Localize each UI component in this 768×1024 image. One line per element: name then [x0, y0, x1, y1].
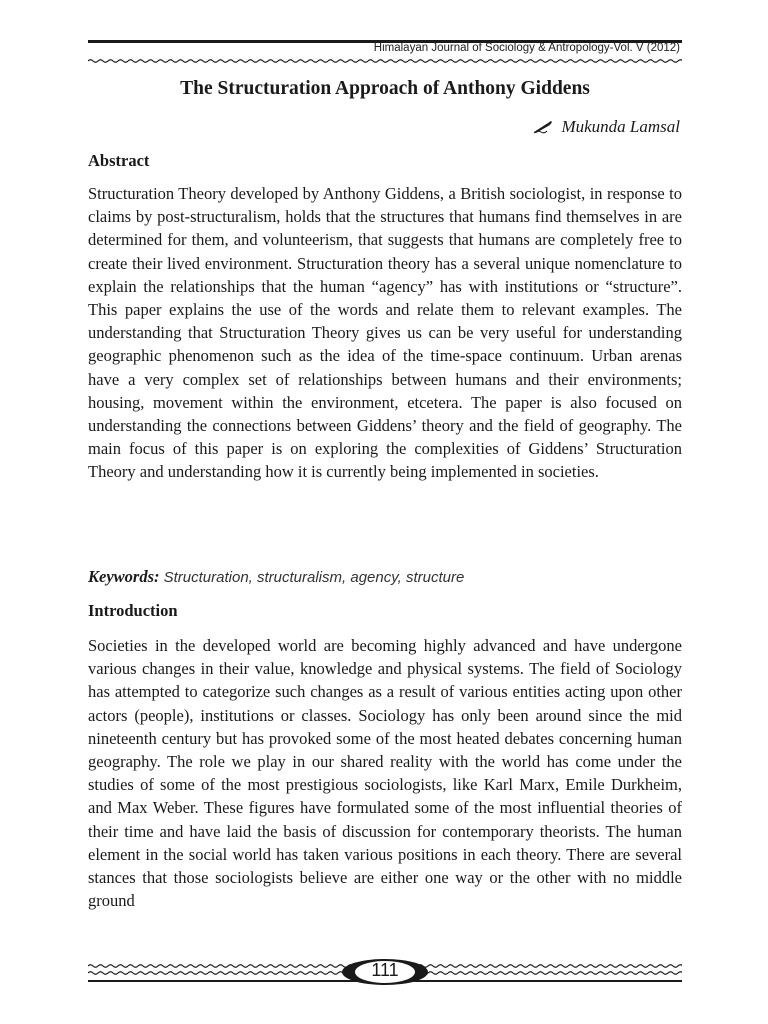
abstract-text: Structuration Theory developed by Anthony Giddens, a British sociologist, in response to claims by post-structuralism, holds that the structures that humans find themselves in are determined for them, and volunteerism, that suggests that humans are completely free to create their lived environment. Structuration theory has a several unique nomenclature to explain the relationships that the human “agency” has with institutions or “structure”. This paper explains the use of the words and relate them to relevant examples. The understanding that Structuration Theory gives us can be very useful for understanding geographic phenomenon such as the idea of the time-space continuum. Urban arenas have a very complex set of relationships between humans and their environments; housing, movement within the environment, etcetera. The paper is also focused on understanding the connections between Giddens’ theory and the field of geography. The main focus of this paper is on exploring the complexities of Giddens’ Structuration Theory and understanding how it is currently being implemented in societies.: [88, 184, 682, 482]
keywords-label: Keywords: [88, 567, 154, 586]
keywords-line: [88, 567, 682, 587]
keywords-separator: :: [154, 567, 160, 586]
introduction-heading: Introduction: [88, 601, 178, 620]
running-head: Himalayan Journal of Sociology & Antropology-Vol. V (2012): [373, 42, 680, 54]
introduction-text: Societies in the developed world are becoming highly advanced and have undergone various changes in their value, knowledge and physical systems. The field of Sociology has attempted to categorize such changes as a result of various entities acting upon other actors (people), institutions or classes. Sociology has only been around since the mid nineteenth century but has provoked some of the most heated debates concerning human geography. The role we play in our shared reality with the world has come under the studies of some of the most prestigious sociologists, like Karl Marx, Emile Durkheim, and Max Weber. These figures have formulated some of the most influential theories of their time and have laid the basis of discussion for contemporary theorists. The human element in the social world has taken various positions in each theory. There are several stances that those sociologists believe are either one way or the other with no middle ground: [88, 636, 682, 911]
page-number: 111: [371, 960, 399, 980]
keywords-values: Structuration, structuralism, agency, structure: [163, 569, 465, 586]
page-number-badge: [340, 957, 430, 987]
header-wave-ornament: [88, 56, 682, 66]
abstract-heading: Abstract: [88, 151, 150, 170]
author-line: [533, 117, 680, 137]
pen-writing-icon: [533, 120, 553, 134]
article-title: The Structuration Approach of Anthony Giddens: [180, 78, 590, 99]
author-name: Mukunda Lamsal: [561, 117, 680, 136]
